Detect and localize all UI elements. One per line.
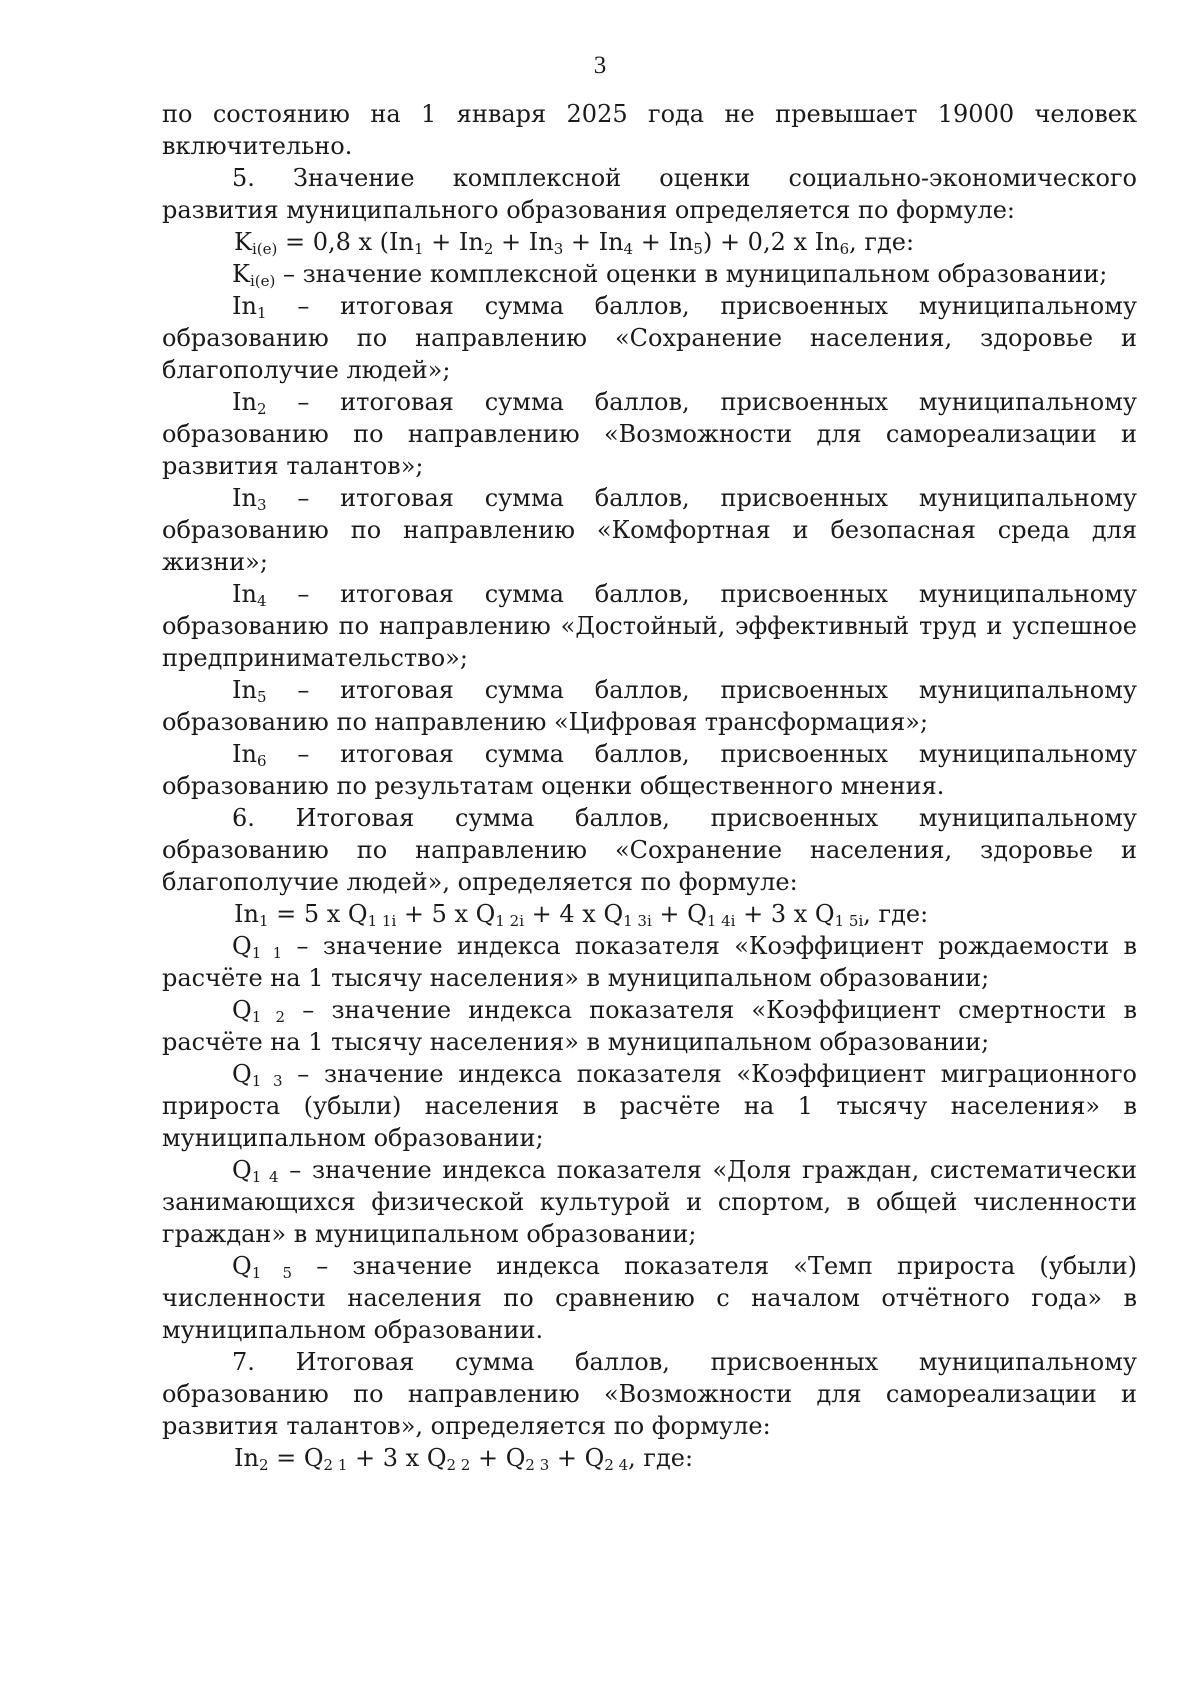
- definition-item: $In_5$ – итоговая сумма баллов, присвоенных муниципальному образованию по направлению «Цифровая трансформация»;: [162, 676, 1137, 736]
- definition-item: $Q_{1 2}$ – значение индекса показателя «Коэффициент смертности в расчёте на 1 тысячу населения» в муниципальном образовании;: [162, 996, 1137, 1056]
- paragraph-6: 6. Итоговая сумма баллов, присвоенных муниципальному образованию по направлению «Сохранение населения, здоровье и благополучие людей», определяется по формуле:: [162, 804, 1137, 896]
- document-body: [162, 98, 1137, 1474]
- definitions-k: [162, 258, 1137, 802]
- definition-item: $Q_{1 5}$ – значение индекса показателя «Темп прироста (убыли) численности населения по сравнению с началом отчётного года» в муниципальном образовании.: [162, 1252, 1137, 1344]
- definition-item: $Q_{1 4}$ – значение индекса показателя «Доля граждан, систематически занимающихся физической культурой и спортом, в общей численности граждан» в муниципальном образовании;: [162, 1156, 1137, 1248]
- formula-in1: $In_1 = 5$ x $Q_{1 1i} + 5$ x $Q_{1 2i} + 4$ x $Q_{1 3i} + Q_{1 4i} + 3$ x $Q_{1 5i}$, где:: [234, 900, 929, 930]
- page-number: 3: [593, 52, 607, 79]
- intro-line-2: включительно.: [162, 132, 353, 160]
- definition-item: $In_6$ – итоговая сумма баллов, присвоенных муниципальному образованию по результатам оценки общественного мнения.: [162, 740, 1137, 800]
- formula-in2: $In_2 = Q_{2 1} + 3$ x $Q_{2 2} + Q_{2 3} + Q_{2 4}$, где:: [234, 1444, 694, 1474]
- definitions-q1: [162, 930, 1137, 1346]
- definition-item: $K_{i(e)}$ – значение комплексной оценки в муниципальном образовании;: [232, 260, 1108, 290]
- intro-line-1: по состоянию на 1 января 2025 года не превышает 19000 человек: [162, 100, 1137, 128]
- definition-item: $Q_{1 3}$ – значение индекса показателя «Коэффициент миграционного прироста (убыли) населения в расчёте на 1 тысячу населения» в муниципальном образовании;: [162, 1060, 1137, 1152]
- definition-item: $Q_{1 1}$ – значение индекса показателя «Коэффициент рождаемости в расчёте на 1 тысячу населения» в муниципальном образовании;: [162, 932, 1137, 992]
- definition-item: $In_1$ – итоговая сумма баллов, присвоенных муниципальному образованию по направлению «Сохранение населения, здоровье и благополучие людей»;: [162, 292, 1137, 384]
- paragraph-7: 7. Итоговая сумма баллов, присвоенных муниципальному образованию по направлению «Возможности для самореализации и развития талантов», определяется по формуле:: [162, 1348, 1137, 1440]
- definition-item: $In_3$ – итоговая сумма баллов, присвоенных муниципальному образованию по направлению «Комфортная и безопасная среда для жизни»;: [162, 484, 1137, 576]
- definition-item: $In_4$ – итоговая сумма баллов, присвоенных муниципальному образованию по направлению «Достойный, эффективный труд и успешное предпринимательство»;: [162, 580, 1137, 672]
- formula-k: $K_{i(e)} = 0,8$ x $(In_1 + In_2 + In_3 + In_4 + In_5) + 0,2$ x $In_6$, где:: [234, 228, 915, 258]
- definition-item: $In_2$ – итоговая сумма баллов, присвоенных муниципальному образованию по направлению «Возможности для самореализации и развития талантов»;: [162, 388, 1137, 480]
- paragraph-5: 5. Значение комплексной оценки социально-экономического развития муниципального образования определяется по формуле:: [162, 164, 1137, 224]
